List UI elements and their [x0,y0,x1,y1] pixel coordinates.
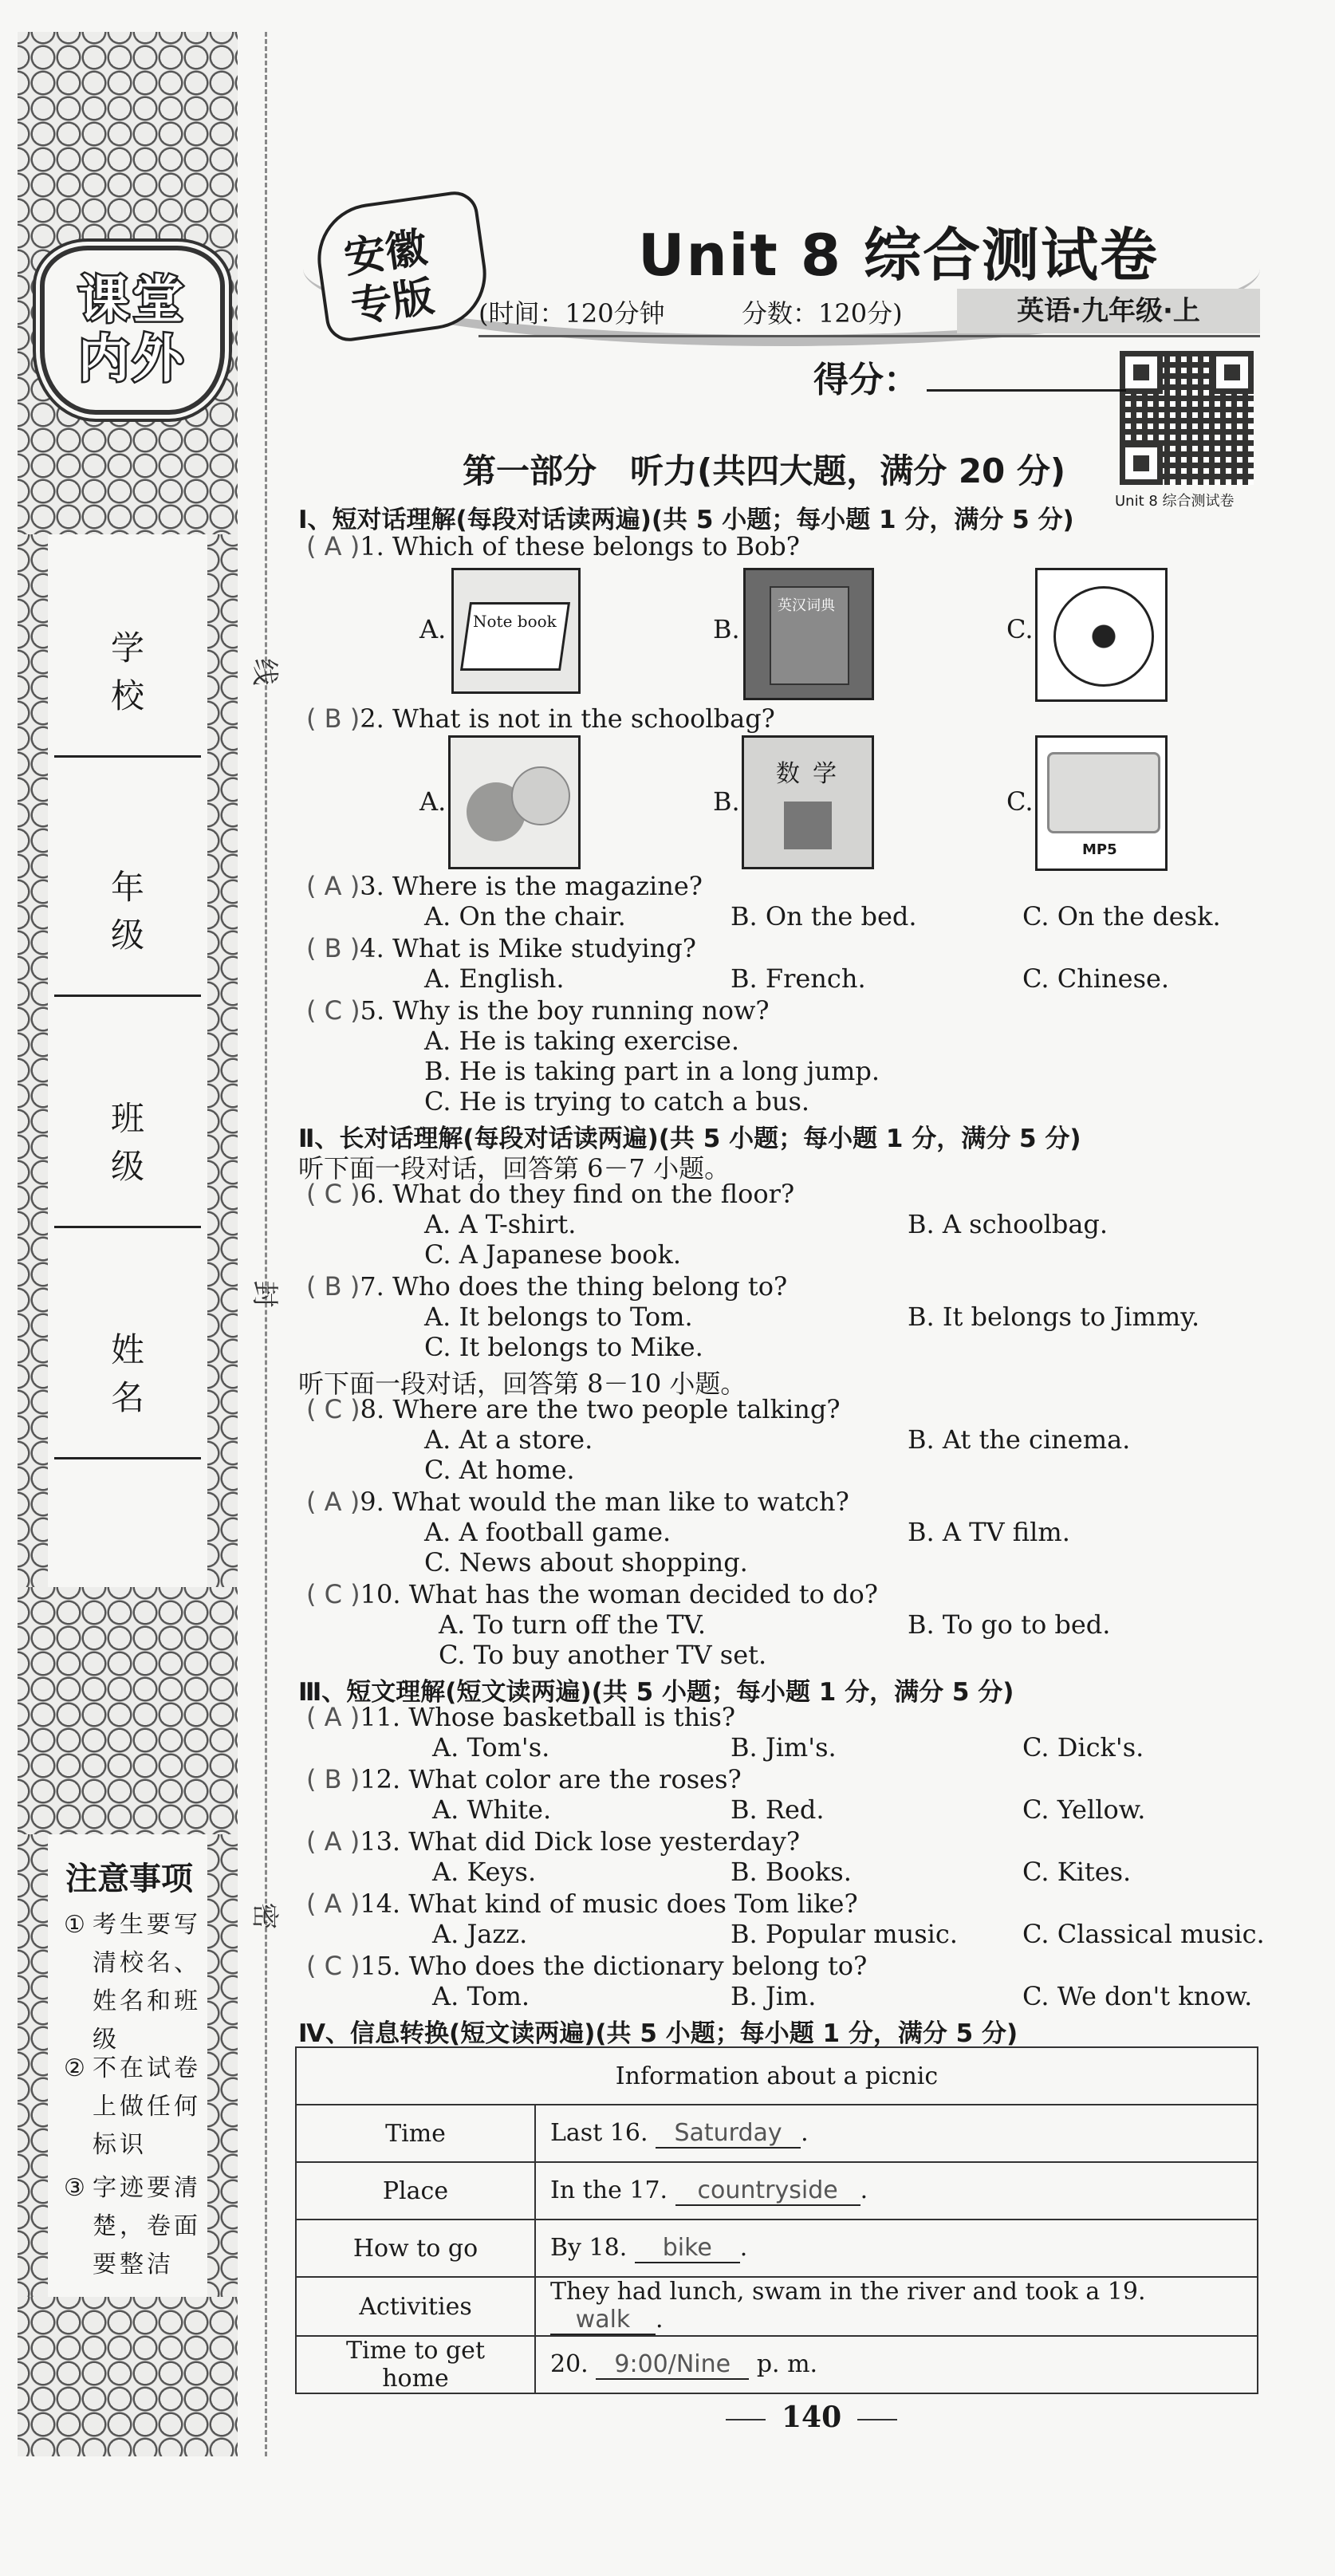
question-15 [306,1951,867,1981]
answer-mark: ( C ) [306,1179,360,1209]
option-a: A. English. [424,963,565,994]
note-item [64,1906,207,2059]
badge-line: 内外 [78,330,187,389]
lattice-strip [18,534,48,1587]
question-13 [306,1826,800,1857]
edition-line: 安徽 [341,223,431,283]
answer-blank[interactable]: walk [550,2306,656,2335]
binding-dashed-line [265,32,267,2456]
option-c: C. Dick's. [1022,1732,1144,1763]
option-a: A. At a store. [424,1424,593,1455]
question-text: 15. Who does the dictionary belong to? [360,1951,868,1981]
exam-total-score: 分数：120分) [742,298,903,329]
question-text: 9. What would the man like to watch? [360,1487,849,1517]
question-6 [306,1179,794,1209]
option-label: C. [1006,786,1034,817]
question-7 [306,1271,787,1302]
section-heading: Ⅱ、长对话理解(每段对话读两遍)(共 5 小题；每小题 1 分，满分 5 分) [298,1125,1081,1153]
field-rule [54,1226,201,1228]
qr-code-icon [1120,351,1254,485]
section-heading: Ⅰ、短对话理解(每段对话读两遍)(共 5 小题；每小题 1 分，满分 5 分) [298,506,1074,534]
class-field[interactable] [48,1005,207,1228]
question-text: 8. Where are the two people talking? [360,1394,841,1424]
school-field[interactable] [48,534,207,758]
note-item [64,2169,207,2284]
answer-mark: ( B ) [306,1764,360,1794]
mp5-picture [1035,735,1168,871]
name-label: 姓名 [110,1330,176,1417]
question-9 [306,1487,849,1517]
question-text: 10. What has the woman decided to do? [360,1579,878,1609]
row-prefix: They had lunch, swam in the river and took a 19. [550,2278,1146,2306]
option-c: C. It belongs to Mike. [424,1332,703,1362]
answer-mark: ( A ) [306,871,360,901]
qr-finder [1120,351,1163,394]
option-c: C. Classical music. [1022,1919,1265,1949]
option-label: C. [1006,614,1034,644]
mp5-label: MP5 [1082,841,1117,858]
instruction: 听下面一段对话，回答第 8－10 小题。 [298,1369,746,1399]
option-b: B. At the cinema. [908,1424,1131,1455]
note-text: 考生要写清校名、姓名和班级 [93,1911,201,2054]
mp5-device-icon [1047,752,1160,833]
option-b: B. On the bed. [731,901,917,932]
dictionary-label: 英汉词典 [778,597,835,614]
note-item [64,2050,207,2164]
question-text: 1. Which of these belongs to Bob? [360,531,800,561]
answer-blank[interactable]: bike [635,2234,740,2263]
answer-mark: ( C ) [306,1394,360,1424]
score-label: 得分： [813,360,919,400]
option-c: C. To buy another TV set. [439,1640,767,1670]
option-a: A. Tom's. [432,1732,550,1763]
option-c: C. News about shopping. [424,1547,748,1578]
question-10 [306,1579,878,1609]
student-info-panel [48,534,207,1587]
question-8 [306,1394,841,1424]
option-c: C. We don't know. [1022,1981,1253,2011]
instruction: 听下面一段对话，回答第 6－7 小题。 [298,1153,731,1184]
table-row [296,2162,1258,2220]
answer-mark: ( B ) [306,1271,360,1302]
option-b: B. Books. [731,1857,852,1887]
table-title: Information about a picnic [296,2047,1258,2105]
lattice-pattern-bottom [18,2297,238,2456]
option-c: C. At home. [424,1455,575,1485]
option-a: A. Tom. [432,1981,530,2011]
option-b: B. It belongs to Jimmy. [908,1302,1200,1332]
notebook-label: Note book [473,612,557,631]
row-label: How to go [296,2220,535,2277]
option-a: A. To turn off the TV. [439,1609,707,1640]
notebook-picture [451,568,581,694]
question-text: 12. What color are the roses? [360,1764,742,1794]
row-label: Time to get home [296,2336,535,2393]
option-b: B. To go to bed. [908,1609,1111,1640]
row-prefix: By 18. [550,2233,628,2262]
option-label: A. [419,614,447,644]
row-label: Activities [296,2277,535,2336]
question-text: 11. Whose basketball is this? [360,1702,736,1732]
option-c: C. A Japanese book. [424,1239,682,1270]
notes-title: 注意事项 [65,1861,193,1897]
answer-blank[interactable]: Saturday [656,2119,801,2149]
row-suffix: . [739,2233,748,2262]
row-prefix: Last 16. [550,2118,648,2147]
binding-char: 封 [248,1280,281,1308]
balls-picture [448,735,581,869]
question-4 [306,933,696,963]
row-value [535,2277,1258,2336]
question-14 [306,1889,858,1919]
math-book-label: 数学 [776,760,849,788]
answer-mark: ( B ) [306,933,360,963]
option-label: B. [713,614,740,644]
row-suffix: . [860,2176,868,2204]
football-picture [1035,568,1168,702]
option-label: B. [713,786,740,817]
question-text: 3. Where is the magazine? [360,871,703,901]
field-rule [54,1457,201,1459]
question-text: 6. What do they find on the floor? [360,1179,795,1209]
question-11 [306,1702,735,1732]
question-text: 14. What kind of music does Tom like? [360,1889,858,1919]
info-table [295,2046,1258,2394]
answer-mark: ( A ) [306,1702,360,1732]
option-c: C. Chinese. [1022,963,1170,994]
question-3 [306,871,703,901]
page-number: 140 [710,2401,913,2434]
option-c: C. On the desk. [1022,901,1221,932]
name-field[interactable] [48,1236,207,1459]
question-text: 13. What did Dick lose yesterday? [360,1826,800,1857]
answer-mark: ( A ) [306,1487,360,1517]
answer-mark: ( C ) [306,1951,360,1981]
option-c: C. He is trying to catch a bus. [424,1086,810,1117]
row-label: Place [296,2162,535,2220]
option-a: A. A T-shirt. [424,1209,577,1239]
row-value [535,2162,1258,2220]
row-suffix: p. m. [756,2350,818,2378]
question-1 [306,531,800,561]
exam-time: (时间：120分钟 [478,298,665,329]
football-icon [1053,586,1154,687]
option-a: A. He is taking exercise. [424,1026,740,1056]
field-rule [54,995,201,997]
lattice-strip [18,1834,48,2297]
answer-blank[interactable]: 9:00/Nine [596,2350,749,2380]
dictionary-picture [743,568,874,700]
option-a: A. Keys. [432,1857,537,1887]
question-text: 4. What is Mike studying? [360,933,696,963]
option-b: B. A TV film. [908,1517,1070,1547]
table-row [296,2047,1258,2105]
section-heading: Ⅳ、信息转换(短文读两遍)(共 5 小题；每小题 1 分，满分 5 分) [298,2019,1018,2048]
option-b: B. He is taking part in a long jump. [424,1056,880,1086]
notes-panel [48,1834,207,2297]
note-number: ① [64,1911,85,1939]
option-a: A. It belongs to Tom. [424,1302,693,1332]
lattice-strip [207,534,238,1587]
option-a: A. On the chair. [424,901,626,932]
option-b: B. A schoolbag. [908,1209,1109,1239]
row-value [535,2336,1258,2393]
part-title: 第一部分 听力(共四大题，满分 20 分) [463,451,1066,490]
option-b: B. Popular music. [731,1919,958,1949]
class-label: 班级 [110,1099,176,1186]
question-12 [306,1764,742,1794]
table-row [296,2277,1258,2336]
option-c: C. Kites. [1022,1857,1132,1887]
badge-line: 课堂 [78,271,187,330]
edition-line: 专版 [348,273,437,333]
brand-badge [40,246,225,415]
answer-mark: ( C ) [306,1579,360,1609]
page-title: Unit 8 综合测试卷 [638,222,1160,289]
row-suffix: . [656,2306,664,2334]
answer-mark: ( A ) [306,531,360,561]
school-label: 学校 [110,628,176,715]
row-value [535,2220,1258,2277]
answer-mark: ( A ) [306,1826,360,1857]
option-b: B. Jim. [731,1981,817,2011]
option-label: A. [419,786,447,817]
option-a: A. Jazz. [432,1919,528,1949]
note-number: ② [64,2054,85,2082]
binding-char: 线 [248,658,281,686]
question-text: 2. What is not in the schoolbag? [360,703,775,734]
binding-char: 密 [248,1902,281,1930]
answer-blank[interactable]: countryside [675,2176,860,2206]
table-row [296,2220,1258,2277]
note-text: 字迹要清楚，卷面要整洁 [93,2174,201,2279]
qr-finder [1211,351,1254,394]
question-text: 5. Why is the boy running now? [360,995,770,1026]
ball-icon [511,766,570,825]
row-prefix: 20. [550,2350,589,2378]
lattice-strip [207,1834,238,2297]
qr-finder [1120,442,1163,485]
question-5 [306,995,770,1026]
score-blank[interactable] [927,381,1126,392]
sidebar [18,32,238,2456]
table-row [296,2105,1258,2162]
subject-label: 英语·九年级·上 [957,289,1260,333]
answer-mark: ( B ) [306,703,360,734]
field-rule [54,755,201,758]
answer-mark: ( A ) [306,1889,360,1919]
row-prefix: In the 17. [550,2176,668,2204]
option-b: B. Red. [731,1794,825,1825]
book-cover-icon [784,802,832,849]
table-row [296,2336,1258,2393]
score-field[interactable] [813,351,1126,402]
math-book-picture [742,735,874,869]
note-text: 不在试卷上做任何标识 [93,2054,201,2159]
option-a: A. A football game. [424,1517,671,1547]
section-heading: Ⅲ、短文理解(短文读两遍)(共 5 小题；每小题 1 分，满分 5 分) [298,1678,1014,1707]
note-number: ③ [64,2174,85,2202]
grade-field[interactable] [48,774,207,997]
lattice-pattern-mid [18,1587,238,1834]
option-a: A. White. [432,1794,552,1825]
grade-label: 年级 [110,868,176,955]
row-value [535,2105,1258,2162]
meta-bar [478,289,1260,337]
answer-mark: ( C ) [306,995,360,1026]
row-label: Time [296,2105,535,2162]
question-2 [306,703,775,734]
option-b: B. Jim's. [731,1732,837,1763]
qr-caption: Unit 8 综合测试卷 [1115,493,1235,510]
question-text: 7. Who does the thing belong to? [360,1271,788,1302]
row-suffix: . [801,2118,809,2147]
option-b: B. French. [731,963,866,994]
option-c: C. Yellow. [1022,1794,1146,1825]
